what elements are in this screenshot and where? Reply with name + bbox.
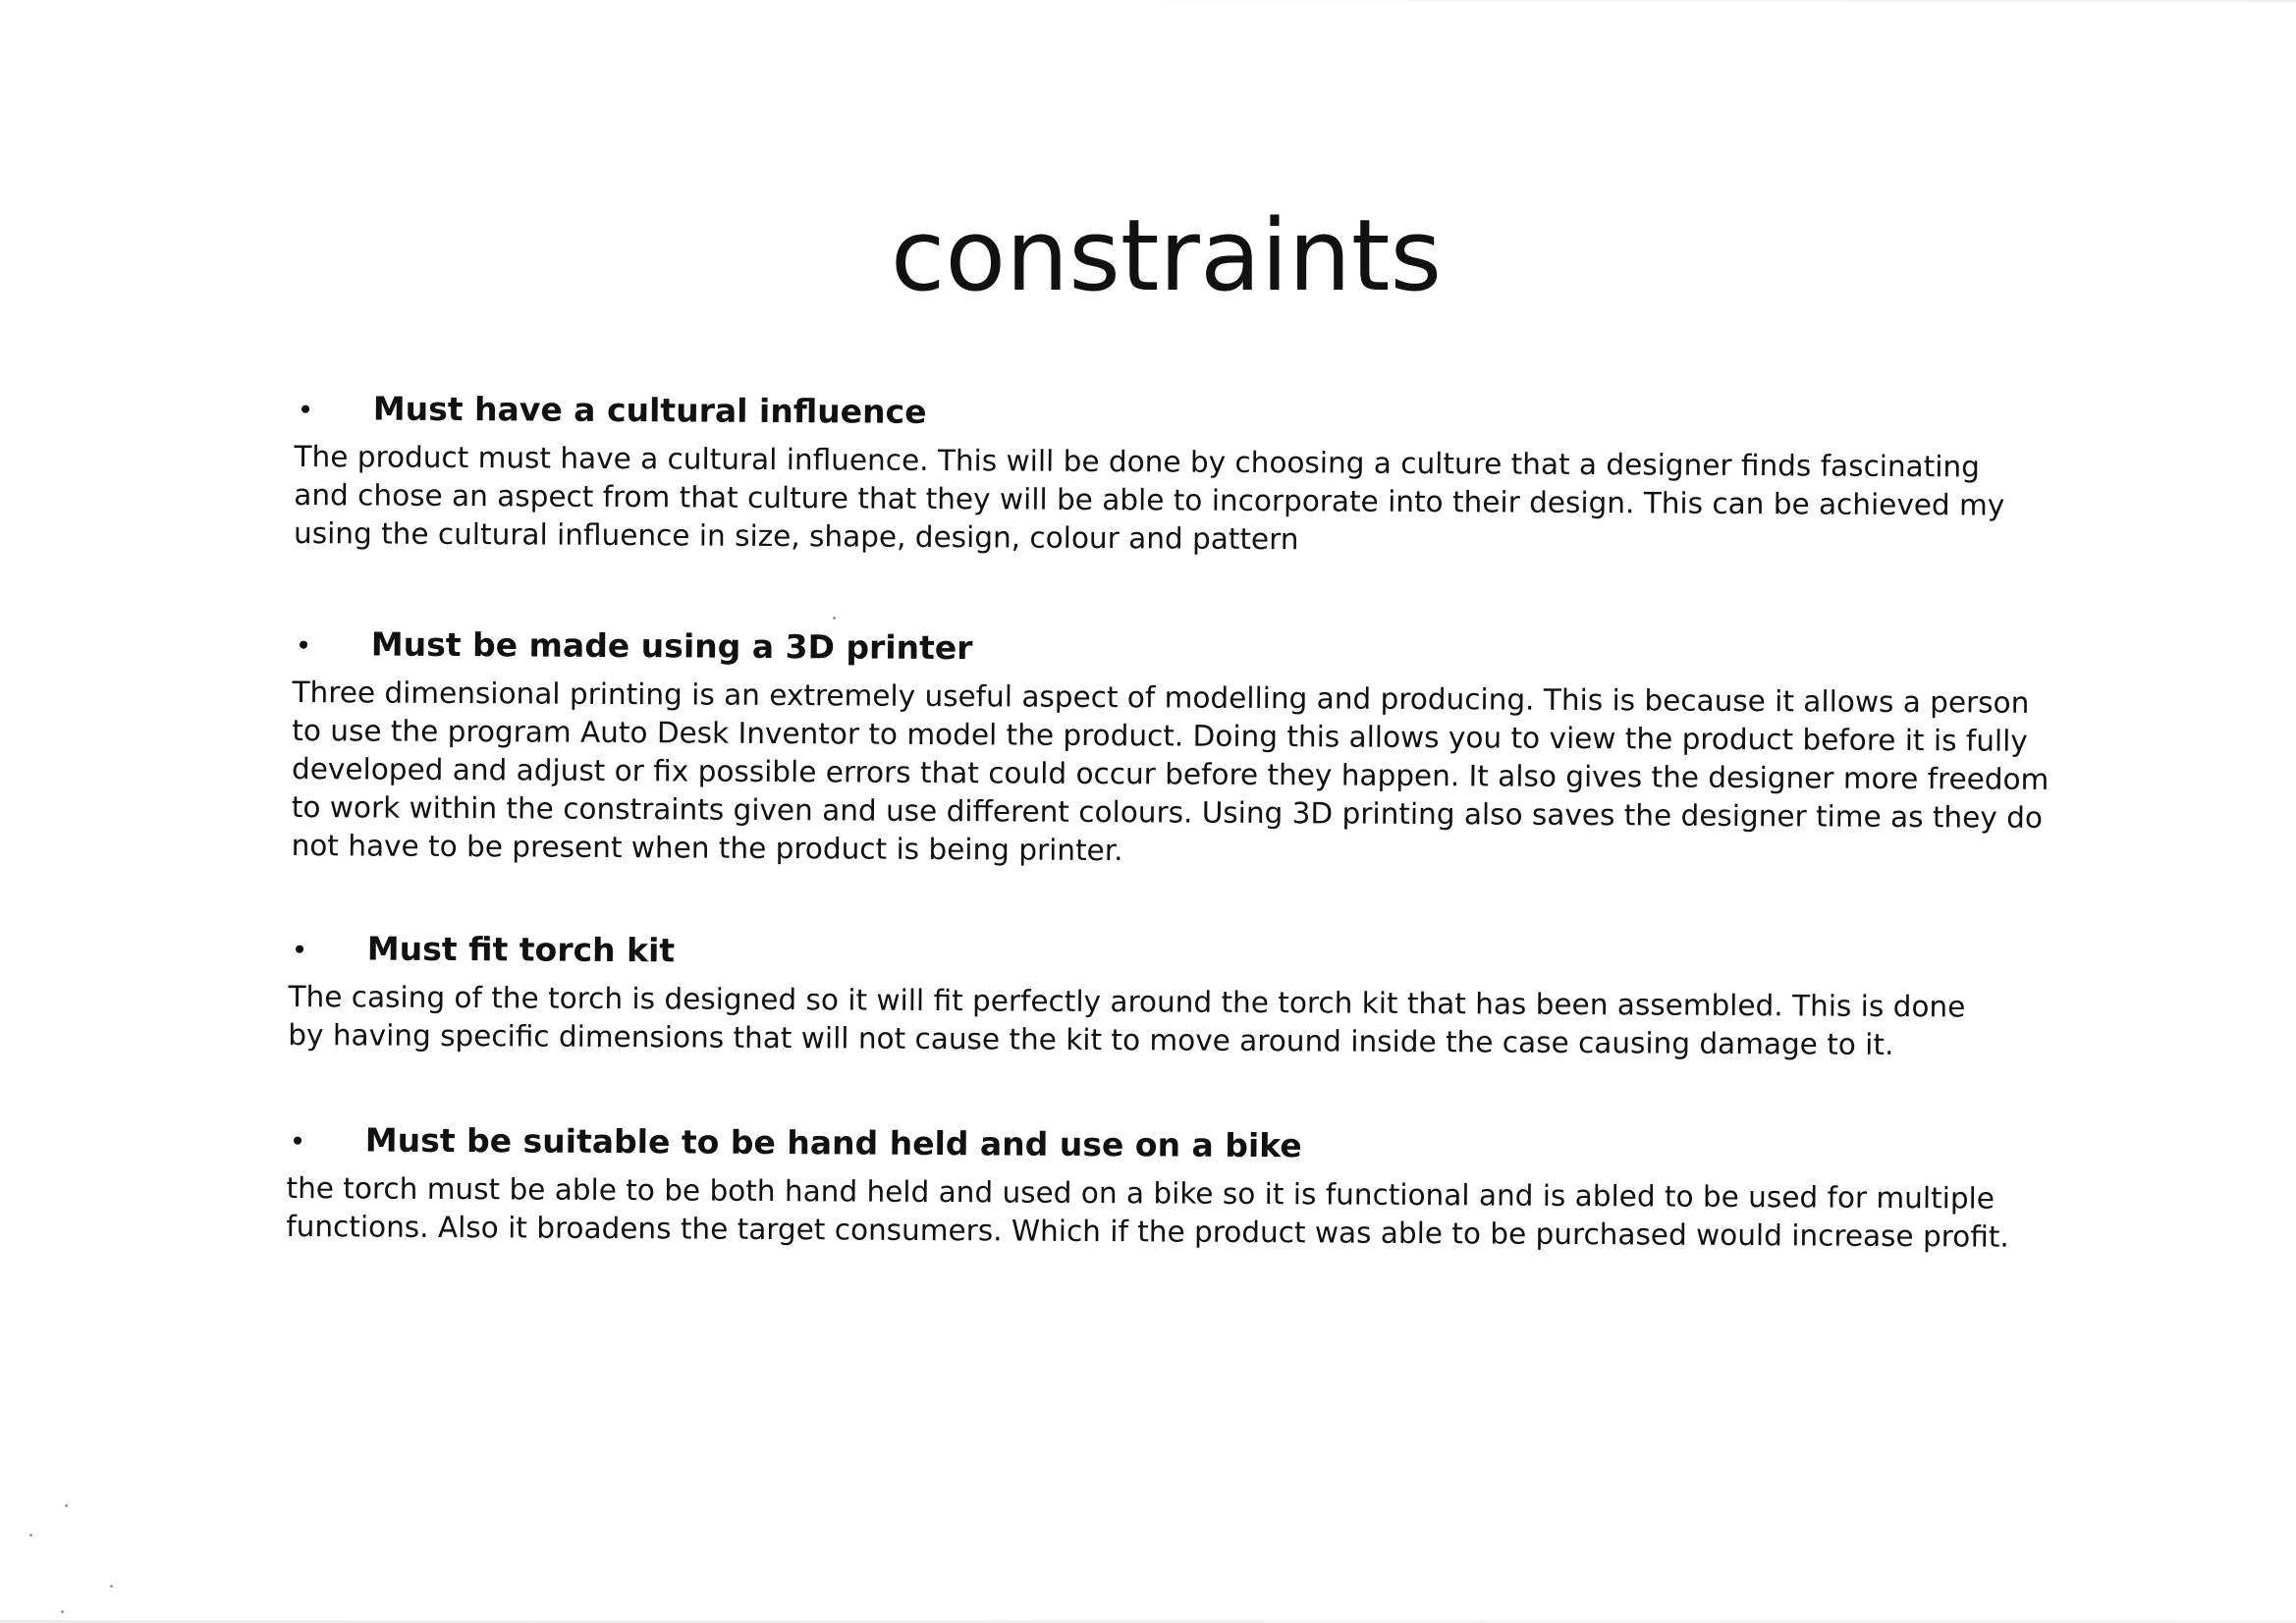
section-body: the torch must be able to be both hand held and used on a bike so it is functional and is abled to be used for multiple functions. Also it broadens the target consumers. Which if the product was able to be purchased would increase profit. — [286, 1170, 2009, 1254]
bullet-icon: • — [297, 394, 314, 427]
scan-speck — [29, 1534, 32, 1537]
page-title: constraints — [890, 197, 1443, 313]
constraint-section-hand-held-bike — [286, 1120, 2045, 1257]
constraint-section-torch-kit — [288, 929, 2047, 1065]
scan-edge-top — [1021, 0, 2296, 2]
section-body: The casing of the torch is designed so it will fit perfectly around the torch kit that has been assembled. This is done by having specific dimensions that will not cause the kit to move around inside the case causing damage to it. — [288, 979, 1966, 1061]
scan-speck — [61, 1610, 64, 1613]
section-heading-text: Must be suitable to be hand held and use on a bike — [364, 1120, 1302, 1165]
scan-speck — [65, 1504, 68, 1507]
constraint-section-3d-printer — [292, 624, 2050, 876]
bullet-icon: • — [291, 934, 308, 967]
bullet-icon: • — [289, 1125, 306, 1159]
section-body: Three dimensional printing is an extremely useful aspect of modelling and producing. This is because it allows a person to use the program Auto Desk Inventor to model the product. Doing this allows you to view the product before it is fully developed and adjust or fix possible errors that could occur before they happen. It also gives the designer more freedom to work within the constraints given and use different colours. Using 3D printing also saves the designer time as they do not have to be present when the product is being printer. — [291, 675, 2050, 868]
constraint-section-cultural-influence — [294, 389, 2052, 564]
section-heading-text: Must be made using a 3D printer — [370, 624, 973, 668]
bullet-icon: • — [295, 629, 312, 663]
scan-speck — [110, 1585, 113, 1588]
section-body: The product must have a cultural influence. This will be done by choosing a culture that a designer finds fascinating and chose an aspect from that culture that they will be able to incorporate into their design. This can be achieved my using the cultural influence in size, shape, design, colour and pattern — [293, 439, 2005, 557]
scan-speck — [833, 617, 836, 620]
section-heading-text: Must fit torch kit — [366, 929, 676, 970]
section-heading-text: Must have a cultural influence — [372, 389, 927, 431]
